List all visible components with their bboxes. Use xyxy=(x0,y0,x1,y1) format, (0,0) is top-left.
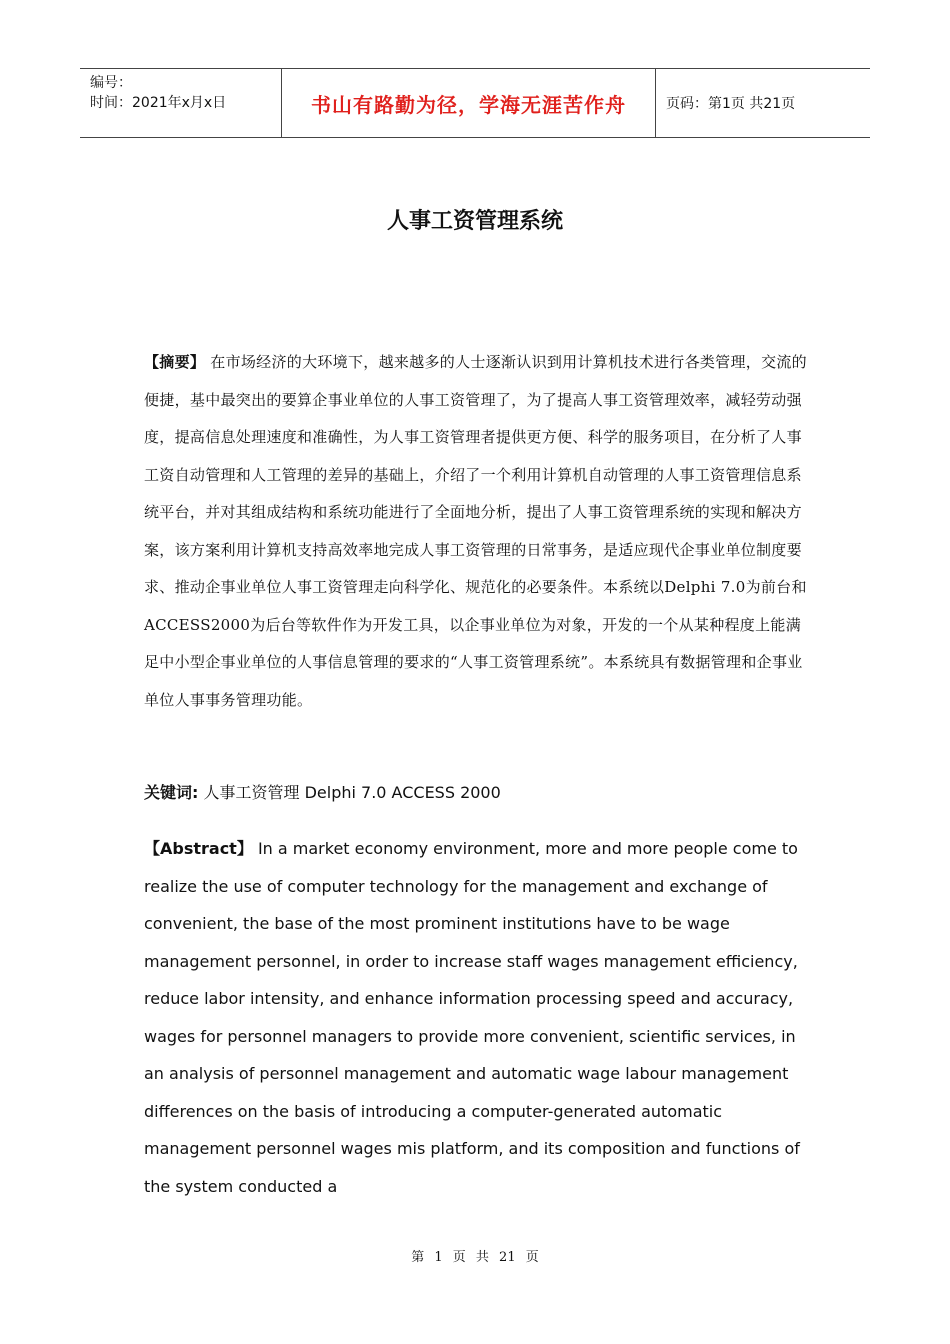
abstract-cn-label: 【摘要】 xyxy=(144,353,206,371)
abstract-en-label: 【Abstract】 xyxy=(144,839,253,858)
keywords-label: 关键词: xyxy=(144,783,199,802)
abstract-en-text: In a market economy environment, more and more people come to realize the use of computer technology for the management and exchange of convenient, the base of the most prominent institutions have to be wage management personnel, in order to increase staff wages management efficiency, reduce labor intensity, and enhance information processing speed and accuracy, wages for personnel managers to provide more convenient, scientific services, in an analysis of personnel management and automatic wage labour management differences on the basis of introducing a computer-generated automatic management personnel wages mis platform, and its composition and functions of the system conducted a xyxy=(144,839,800,1196)
page-header xyxy=(80,68,870,138)
time-label: 时间：2021年x月x日 xyxy=(90,95,227,111)
page-footer: 第 1 页 共 21 页 xyxy=(411,1250,539,1265)
header-motto: 书山有路勤为径，学海无涯苦作舟 xyxy=(282,69,656,137)
abstract-cn-text: 在市场经济的大环境下，越来越多的人士逐渐认识到用计算机技术进行各类管理，交流的便捷，基中最突出的要算企事业单位的人事工资管理了，为了提高人事工资管理效率，减轻劳动强度，提高信息处理速度和准确性，为人事工资管理者提供更方便、科学的服务项目，在分析了人事工资自动管理和人工管理的差异的基础上，介绍了一个利用计算机自动管理的人事工资管理信息系统平台，并对其组成结构和系统功能进行了全面地分析，提出了人事工资管理系统的实现和解决方案，该方案利用计算机支持高效率地完成人事工资管理的日常事务，是适应现代企事业单位制度要求、推动企事业单位人事工资管理走向科学化、规范化的必要条件。本系统以Delphi 7.0为前台和ACCESS2000为后台等软件作为开发工具，以企事业单位为对象，开发的一个从某种程度上能满足中小型企事业单位的人事信息管理的要求的“人事工资管理系统”。本系统具有数据管理和企事业单位人事事务管理功能。 xyxy=(144,353,807,709)
keywords-text: 人事工资管理 Delphi 7.0 ACCESS 2000 xyxy=(203,783,501,802)
number-label: 编号： xyxy=(90,75,132,91)
header-page-info: 页码：第1页 共21页 xyxy=(666,96,796,112)
keywords xyxy=(144,774,814,812)
document-title: 人事工资管理系统 xyxy=(386,208,563,234)
abstract-cn xyxy=(144,344,814,719)
abstract-en xyxy=(144,830,814,1205)
header-meta xyxy=(80,69,282,137)
